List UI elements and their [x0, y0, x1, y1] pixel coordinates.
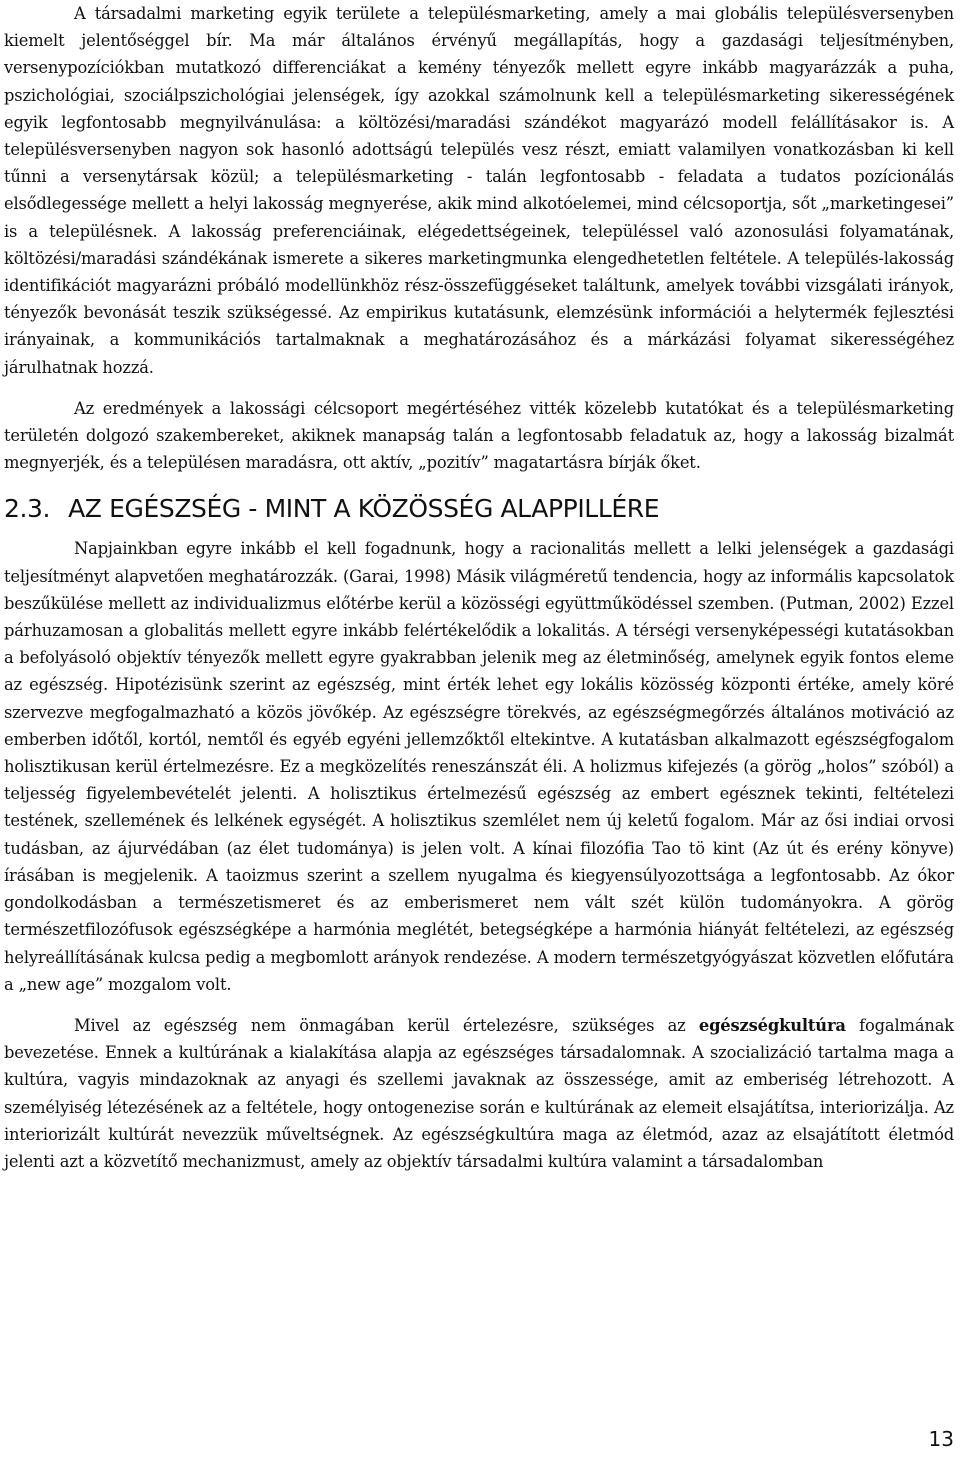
paragraph-4 [4, 1012, 954, 1175]
section-number: 2.3. [4, 494, 51, 524]
paragraph-4-start: Mivel az egészség nem önmagában kerül értelezésre, szükséges az [74, 1015, 699, 1035]
paragraph-3: Napjainkban egyre inkább el kell fogadnunk, hogy a racionalitás mellett a lelki jelenségek a gazdasági teljesítményt alapvetően meghatározzák. (Garai, 1998) Másik világméretű tendencia, hogy az informális kapcsolatok beszűkülése mellett az individualizmus előtérbe kerül a közösségi együttműködéssel szemben. (Putman, 2002) Ezzel párhuzamosan a globalitás mellett egyre inkább felértékelődik a lokalitás. A térségi versenyképességi kutatásokban a befolyásoló objektív tényezők mellett egyre gyakrabban jelenik meg az életminőség, amelynek egyik fontos eleme az egészség. Hipotézisünk szerint az egészség, mint érték lehet egy lokális közösség központi értéke, amely köré szervezve megfogalmazható a közös jövőkép. Az egészségre törekvés, az egészségmegőrzés általános motiváció az emberben időtől, kortól, nemtől és egyéb egyéni jellemzőktől eltekintve. A kutatásban alkalmazott egészségfogalom holisztikusan kerül értelmezésre. Ez a megközelítés reneszánszát éli. A holizmus kifejezés (a görög „holos” szóból) a teljesség figyelembevételét jelenti. A holisztikus értelmezésű egészség az embert egésznek tekinti, feltételezi testének, szellemének és lelkének egységét. A holisztikus szemlélet nem új keletű fogalom. Már az ősi indiai orvosi tudásban, az ájurvédában (az élet tudománya) is jelen volt. A kínai filozófia Tao tö kint (Az út és erény könyve) írásában is megjelenik. A taoizmus szerint a szellem nyugalma és kiegyensúlyozottsága a legfontosabb. Az ókor gondolkodásban a természetismeret és az emberismeret nem vált szét külön tudományokra. A görög természetfilozófusok egészségképe a harmónia meglétét, betegségképe a harmónia hiányát feltételezi, az egészség helyreállításának kulcsa pedig a megbomlott arányok rendezése. A modern természetgyógyászat közvetlen előfutára a „new age” mozgalom volt. [4, 539, 954, 994]
paragraph-4-end: fogalmának bevezetése. Ennek a kultúrának a kialakítása alapja az egészséges társadalomnak. A szocializáció tartalma maga a kultúra, vagyis mindazoknak az anyagi és szellemi javaknak az összessége, amit az emberiség létrehozott. A személyiség létezésének az a feltétele, hogy ontogenezise során e kultúrának az elemeit elsajátítsa, interiorizálja. Az interiorizált kultúrát nevezzük műveltségnek. Az egészségkultúra maga az életmód, azaz az elsajátított életmód jelenti azt a közvetítő mechanizmust, amely az objektív társadalmi kultúra valamint a társadalomban [4, 1015, 954, 1171]
section-heading [4, 494, 954, 523]
paragraph-2: Az eredmények a lakossági célcsoport megértéséhez vitték közelebb kutatókat és a településmarketing területén dolgozó szakembereket, akiknek manapság talán a legfontosabb feladatuk az, hogy a lakosság bizalmát megnyerjék, és a településen maradásra, ott aktív, „pozitív” magatartásra bírják őket. [4, 398, 954, 473]
bold-term: egészségkultúra [698, 1015, 846, 1035]
page-number: 13 [928, 1427, 954, 1451]
paragraph-1: A társadalmi marketing egyik területe a településmarketing, amely a mai globális településversenyben kiemelt jelentőséggel bír. Ma már általános érvényű megállapítás, hogy a gazdasági teljesítményben, versenypozíciókban mutatkozó differenciákat a kemény tényezők mellett egyre inkább magyarázzák a puha, pszichológiai, szociálpszichológiai jelenségek, így azokkal számolnunk kell a településmarketing sikerességének egyik legfontosabb megnyilvánulása: a költözési/maradási szándékot magyarázó modell felállításakor is. A településversenyben nagyon sok hasonló adottságú település vesz részt, emiatt valamilyen vonatkozásban ki kell tűnni a versenytársak közül; a településmarketing - talán legfontosabb - feladata a tudatos pozícionálás elsődlegessége mellett a helyi lakosság megnyerése, akik mind alkotóelemei, mind célcsoportja, sőt „marketingesei” is a településnek. A lakosság preferenciáinak, elégedettségeinek, településsel való azonosulási folyamatának, költözési/maradási szándékának ismerete a sikeres marketingmunka elengedhetetlen feltétele. A település-lakosság identifikációt magyarázni próbáló modellünkhöz rész-összefüggéseket találtunk, amelyek további vizsgálati irányok, tényezők bevonását teszik szükségessé. Az empirikus kutatásunk, elemzésünk információi a helytermék fejlesztési irányainak, a kommunikációs tartalmaknak a meghatározásához és a márkázási folyamat sikerességéhez járulhatnak hozzá. [4, 4, 954, 377]
document-page [4, 0, 954, 1175]
section-title: AZ EGÉSZSÉG - MINT A KÖZÖSSÉG ALAPPILLÉRE [68, 494, 660, 524]
